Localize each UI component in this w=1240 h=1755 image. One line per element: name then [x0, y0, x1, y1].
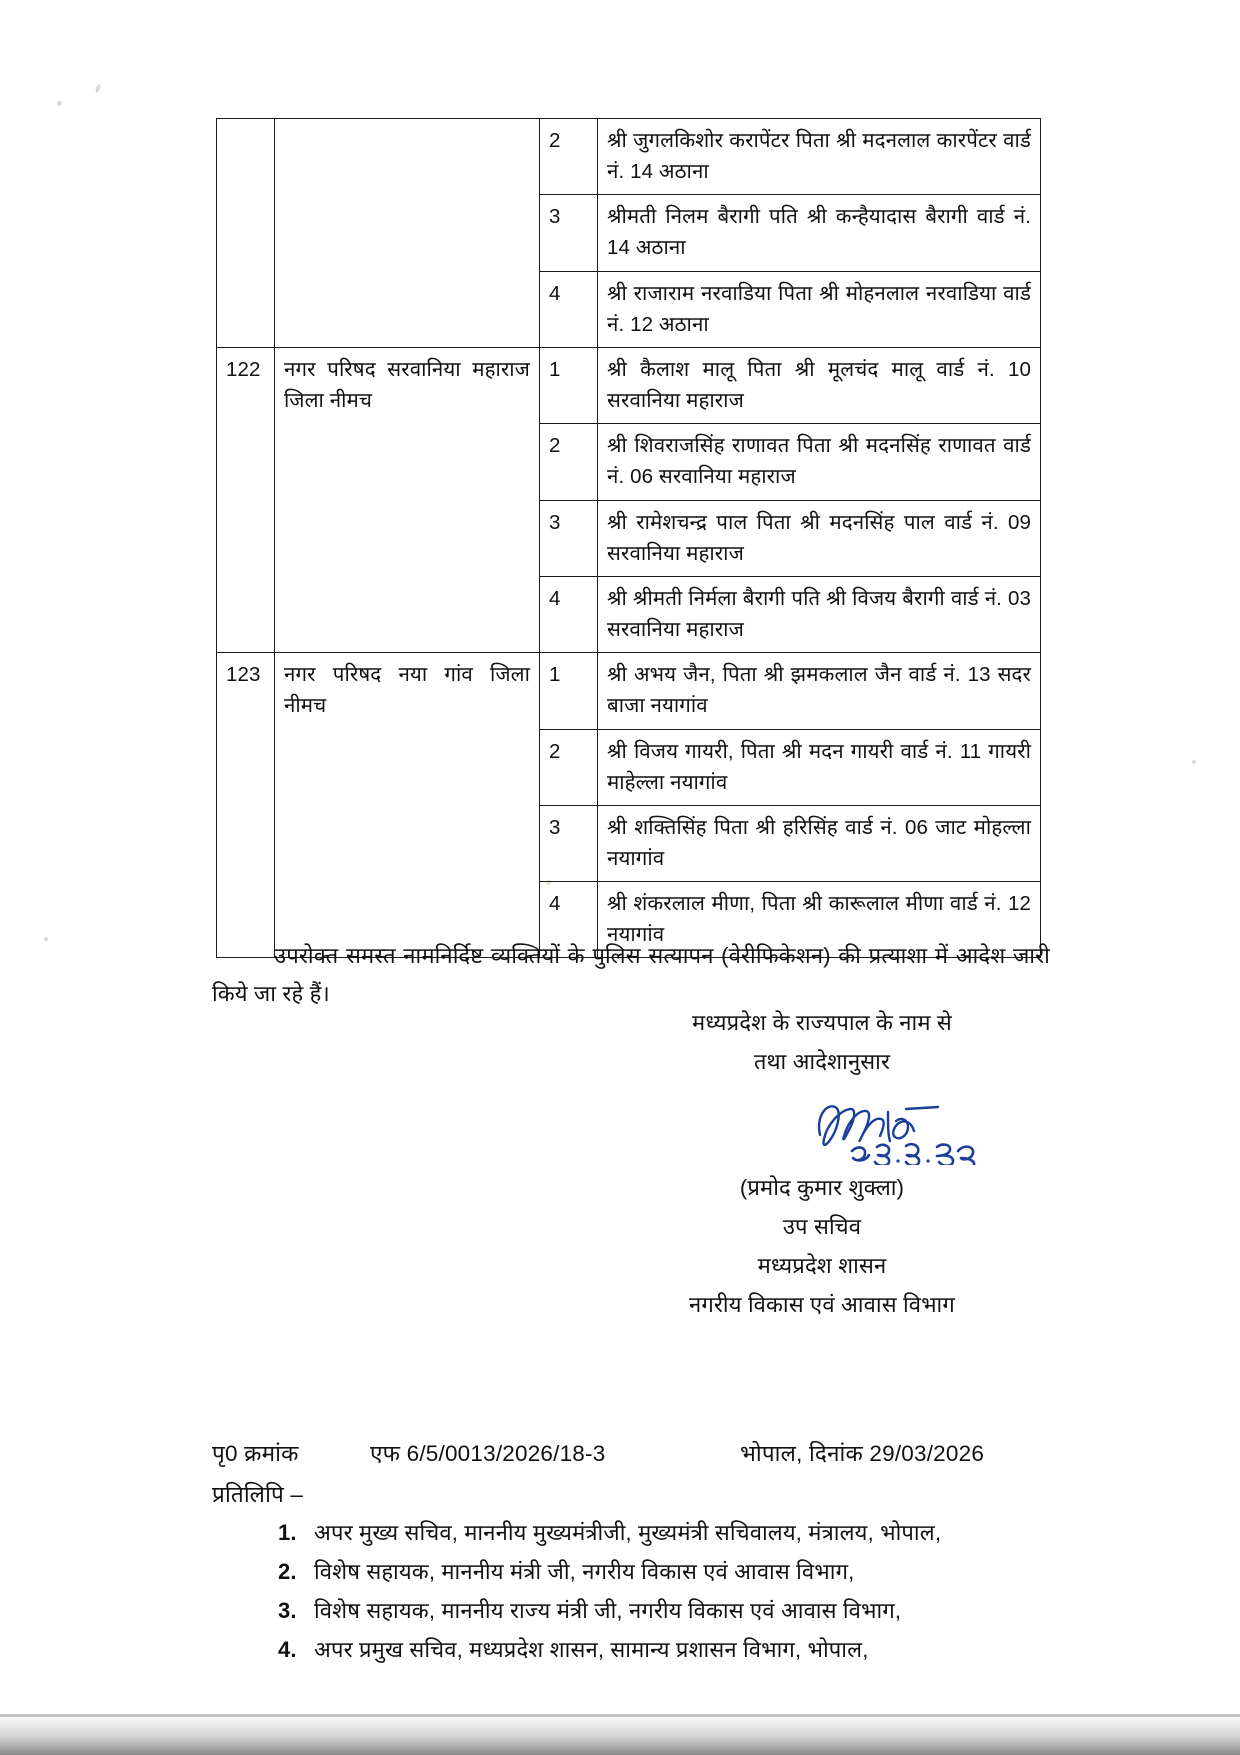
cell-nominee-name: श्री राजाराम नरवाडिया पिता श्री मोहनलाल नरवाडिया वार्ड नं. 12 अठाना: [598, 271, 1041, 347]
cell-entry-number: 1: [540, 653, 598, 729]
reference-label: पृ0 क्रमांक: [212, 1441, 299, 1466]
cell-nominee-name: श्री कैलाश मालू पिता श्री मूलचंद मालू वार्ड नं. 10 सरवानिया महाराज: [598, 347, 1041, 423]
authority-line-1: मध्यप्रदेश के राज्यपाल के नाम से: [692, 1010, 952, 1035]
scan-speck: [44, 937, 48, 941]
cell-entry-number: 3: [540, 805, 598, 881]
cell-serial: 122: [217, 347, 275, 652]
table-row: [217, 653, 1041, 729]
signer-department: नगरीय विकास एवं आवास विभाग: [689, 1292, 955, 1318]
list-item-number: 3.: [278, 1598, 297, 1623]
cell-entry-number: 2: [540, 729, 598, 805]
cell-nominee-name: श्री रामेशचन्द्र पाल पिता श्री मदनसिंह पाल वार्ड नं. 09 सरवानिया महाराज: [598, 500, 1041, 576]
cell-nominee-name: श्री अभय जैन, पिता श्री झमकलाल जैन वार्ड नं. 13 सदर बाजा नयागांव: [598, 653, 1041, 729]
nominee-table-container: [216, 118, 1041, 958]
table-row: [217, 347, 1041, 423]
cell-nominee-name: श्री श्रीमती निर्मला बैरागी पति श्री विजय बैरागी वार्ड नं. 03 सरवानिया महाराज: [598, 576, 1041, 652]
copy-to-list: [278, 1522, 1068, 1678]
scan-speck: [57, 101, 62, 106]
signer-name: (प्रमोद कुमार शुक्ला): [739, 1175, 905, 1200]
cell-entry-number: 1: [540, 347, 598, 423]
list-item-number: 1.: [278, 1520, 297, 1545]
list-item: [278, 1522, 1068, 1544]
authority-block: [612, 1003, 1032, 1081]
signer-designation: उप सचिव: [782, 1214, 862, 1240]
scan-speck: [1192, 760, 1196, 764]
list-item: [278, 1639, 1068, 1661]
list-item-text: विशेष सहायक, माननीय राज्य मंत्री जी, नगरीय विकास एवं आवास विभाग,: [314, 1598, 902, 1623]
handwritten-signature: [808, 1095, 1058, 1165]
list-item-number: 4.: [278, 1637, 297, 1662]
cell-entry-number: 2: [540, 119, 598, 195]
cell-body: [275, 119, 540, 348]
list-item: [278, 1561, 1068, 1583]
cell-entry-number: 4: [540, 882, 598, 958]
cell-entry-number: 4: [540, 576, 598, 652]
nominee-table: [216, 118, 1041, 958]
cell-serial: [217, 119, 275, 348]
list-item-text: विशेष सहायक, माननीय मंत्री जी, नगरीय विकास एवं आवास विभाग,: [314, 1559, 855, 1584]
cell-nominee-name: श्री जुगलकिशोर करापेंटर पिता श्री मदनलाल कारपेंटर वार्ड नं. 14 अठाना: [598, 119, 1041, 195]
copy-to-label: प्रतिलिपि –: [212, 1482, 304, 1507]
cell-entry-number: 4: [540, 271, 598, 347]
cell-entry-number: 3: [540, 195, 598, 271]
cell-nominee-name: श्री शक्तिसिंह पिता श्री हरिसिंह वार्ड नं. 06 जाट मोहल्ला नयागांव: [598, 805, 1041, 881]
signer-block: [612, 1168, 1032, 1325]
table-body: [217, 119, 1041, 958]
cell-nominee-name: श्री शिवराजसिंह राणावत पिता श्री मदनसिंह राणावत वार्ड नं. 06 सरवानिया महाराज: [598, 424, 1041, 500]
cell-nominee-name: श्री विजय गायरी, पिता श्री मदन गायरी वार्ड नं. 11 गायरी माहेल्ला नयागांव: [598, 729, 1041, 805]
cell-nominee-name: श्रीमती निलम बैरागी पति श्री कन्हैयादास बैरागी वार्ड नं. 14 अठाना: [598, 195, 1041, 271]
authority-line-2: तथा आदेशानुसार: [753, 1049, 891, 1075]
list-item-number: 2.: [278, 1559, 297, 1584]
list-item-text: अपर प्रमुख सचिव, मध्यप्रदेश शासन, सामान्य प्रशासन विभाग, भोपाल,: [314, 1637, 869, 1662]
cell-body: नगर परिषद सरवानिया महाराज जिला नीमच: [275, 347, 540, 652]
signer-government: मध्यप्रदेश शासन: [757, 1253, 887, 1279]
cell-entry-number: 3: [540, 500, 598, 576]
reference-number: एफ 6/5/0013/2026/18-3: [370, 1441, 606, 1466]
cell-serial: 123: [217, 653, 275, 958]
table-row: [217, 119, 1041, 195]
cell-body: नगर परिषद नया गांव जिला नीमच: [275, 653, 540, 958]
list-item-text: अपर मुख्य सचिव, माननीय मुख्यमंत्रीजी, मुख्यमंत्री सचिवालय, मंत्रालय, भोपाल,: [314, 1520, 942, 1545]
cell-nominee-name: श्री शंकरलाल मीणा, पिता श्री कारूलाल मीणा वार्ड नं. 12 नयागांव: [598, 882, 1041, 958]
place-and-date: भोपाल, दिनांक 29/03/2026: [740, 1441, 985, 1466]
list-item: [278, 1600, 1068, 1622]
scan-bottom-shadow: [0, 1713, 1240, 1755]
scan-speck: [94, 84, 101, 94]
cell-entry-number: 2: [540, 424, 598, 500]
closing-paragraph: उपरोक्त समस्त नामनिर्दिष्ट व्यक्तियों के पुलिस सत्यापन (वेरीफिकेशन) की प्रत्याशा में आदेश जारी किये जा रहे हैं।: [212, 943, 1050, 1006]
